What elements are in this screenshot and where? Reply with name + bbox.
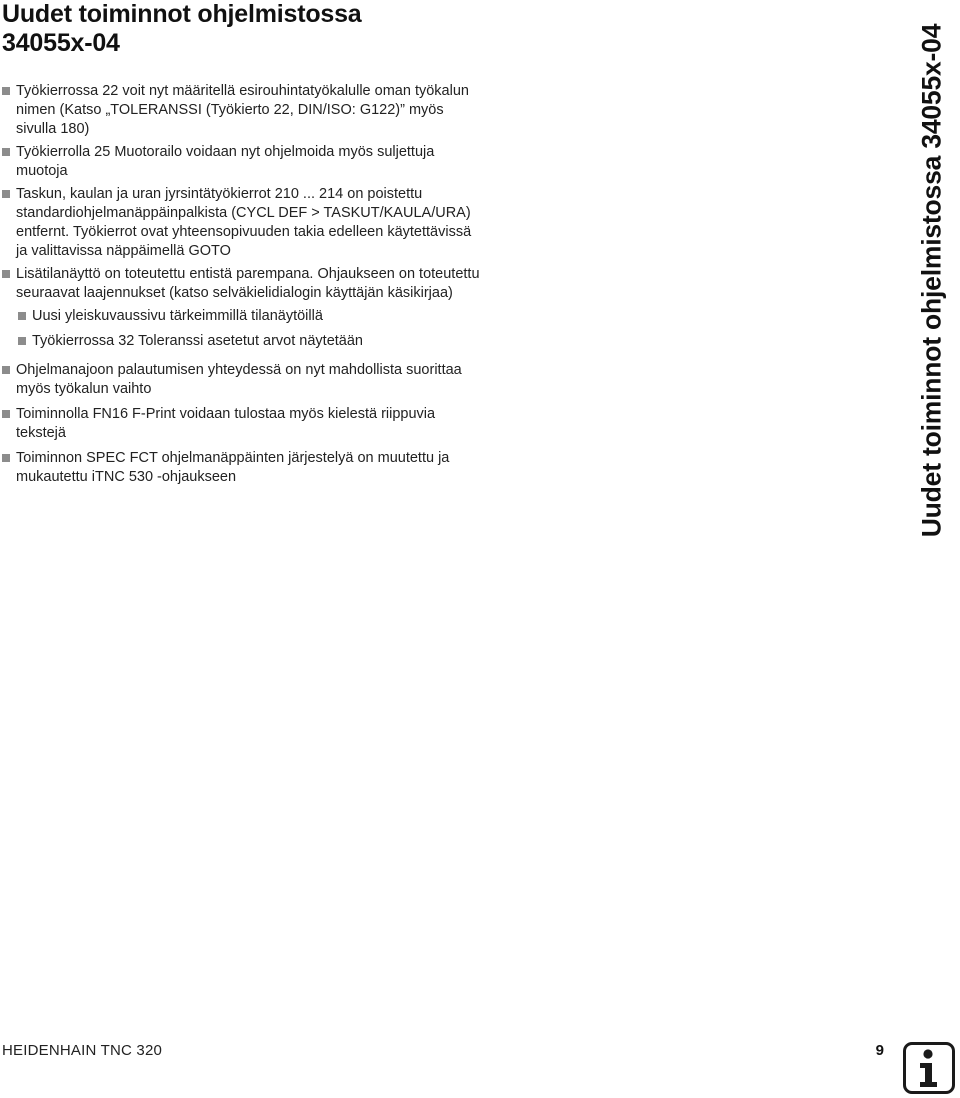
- page-title-line-2: 34055x-04: [2, 29, 120, 57]
- list-item-text: Työkierrolla 25 Muotorailo voidaan nyt ohjelmoida myös suljettuja muotoja: [16, 144, 435, 179]
- page-title: [2, 0, 362, 58]
- square-bullet-icon: [2, 270, 10, 278]
- side-tab-title-text: Uudet toiminnot ohjelmistossa 34055x-04: [916, 23, 947, 537]
- square-bullet-icon: [2, 410, 10, 418]
- list-item: [2, 405, 482, 443]
- list-subitem-text: Työkierrossa 32 Toleranssi asetetut arvot näytetään: [32, 333, 364, 349]
- list-item: [2, 265, 482, 303]
- square-bullet-icon: [2, 87, 10, 95]
- list-item-text: Toiminnolla FN16 F-Print voidaan tulostaa myös kielestä riippuvia tekstejä: [16, 406, 436, 441]
- list-item-text: Toiminnon SPEC FCT ohjelmanäppäinten järjestelyä on muutettu ja mukautettu iTNC 530 -ohjaukseen: [16, 450, 450, 485]
- page-title-line-1: Uudet toiminnot ohjelmistossa: [2, 0, 362, 28]
- square-bullet-icon: [2, 454, 10, 462]
- list-item: [2, 361, 482, 399]
- page-number: 9: [875, 1042, 884, 1059]
- list-subitem: [18, 332, 482, 351]
- list-item-text: Työkierrossa 22 voit nyt määritellä esirouhintatyökalulle oman työkalun nimen (Katso „TOLERANSSI (Työkierto 22, DIN/ISO: G122)” myös sivulla 180): [16, 83, 469, 137]
- square-bullet-icon: [18, 337, 26, 345]
- square-bullet-icon: [2, 190, 10, 198]
- info-icon: [903, 1042, 955, 1094]
- square-bullet-icon: [18, 312, 26, 320]
- list-item: [2, 82, 482, 139]
- list-item-text: Ohjelmanajoon palautumisen yhteydessä on nyt mahdollista suorittaa myös työkalun vaihto: [16, 362, 462, 397]
- side-tab-title: [908, 0, 956, 560]
- list-subitem: [18, 307, 482, 326]
- list-item: [2, 185, 482, 261]
- square-bullet-icon: [2, 148, 10, 156]
- square-bullet-icon: [2, 366, 10, 374]
- list-item-text: Lisätilanäyttö on toteutettu entistä parempana. Ohjaukseen on toteutettu seuraavat laajennukset (katso selväkielidialogin käyttäjän käsikirjaa): [16, 266, 480, 301]
- list-subitem-text: Uusi yleiskuvaussivu tärkeimmillä tilanäytöillä: [32, 308, 323, 324]
- list-item: [2, 143, 482, 181]
- list-item-text: Taskun, kaulan ja uran jyrsintätyökierrot 210 ... 214 on poistettu standardiohjelmanäppäinpalkista (CYCL DEF > TASKUT/KAULA/URA) entfernt. Työkierrot ovat yhteensopivuuden takia edelleen käytettävissä ja valittavissa näppäimellä GOTO: [16, 186, 472, 259]
- info-glyph: [906, 1045, 952, 1091]
- list-item: [2, 449, 482, 487]
- footer-brand: HEIDENHAIN TNC 320: [2, 1042, 163, 1059]
- feature-list: [2, 82, 482, 491]
